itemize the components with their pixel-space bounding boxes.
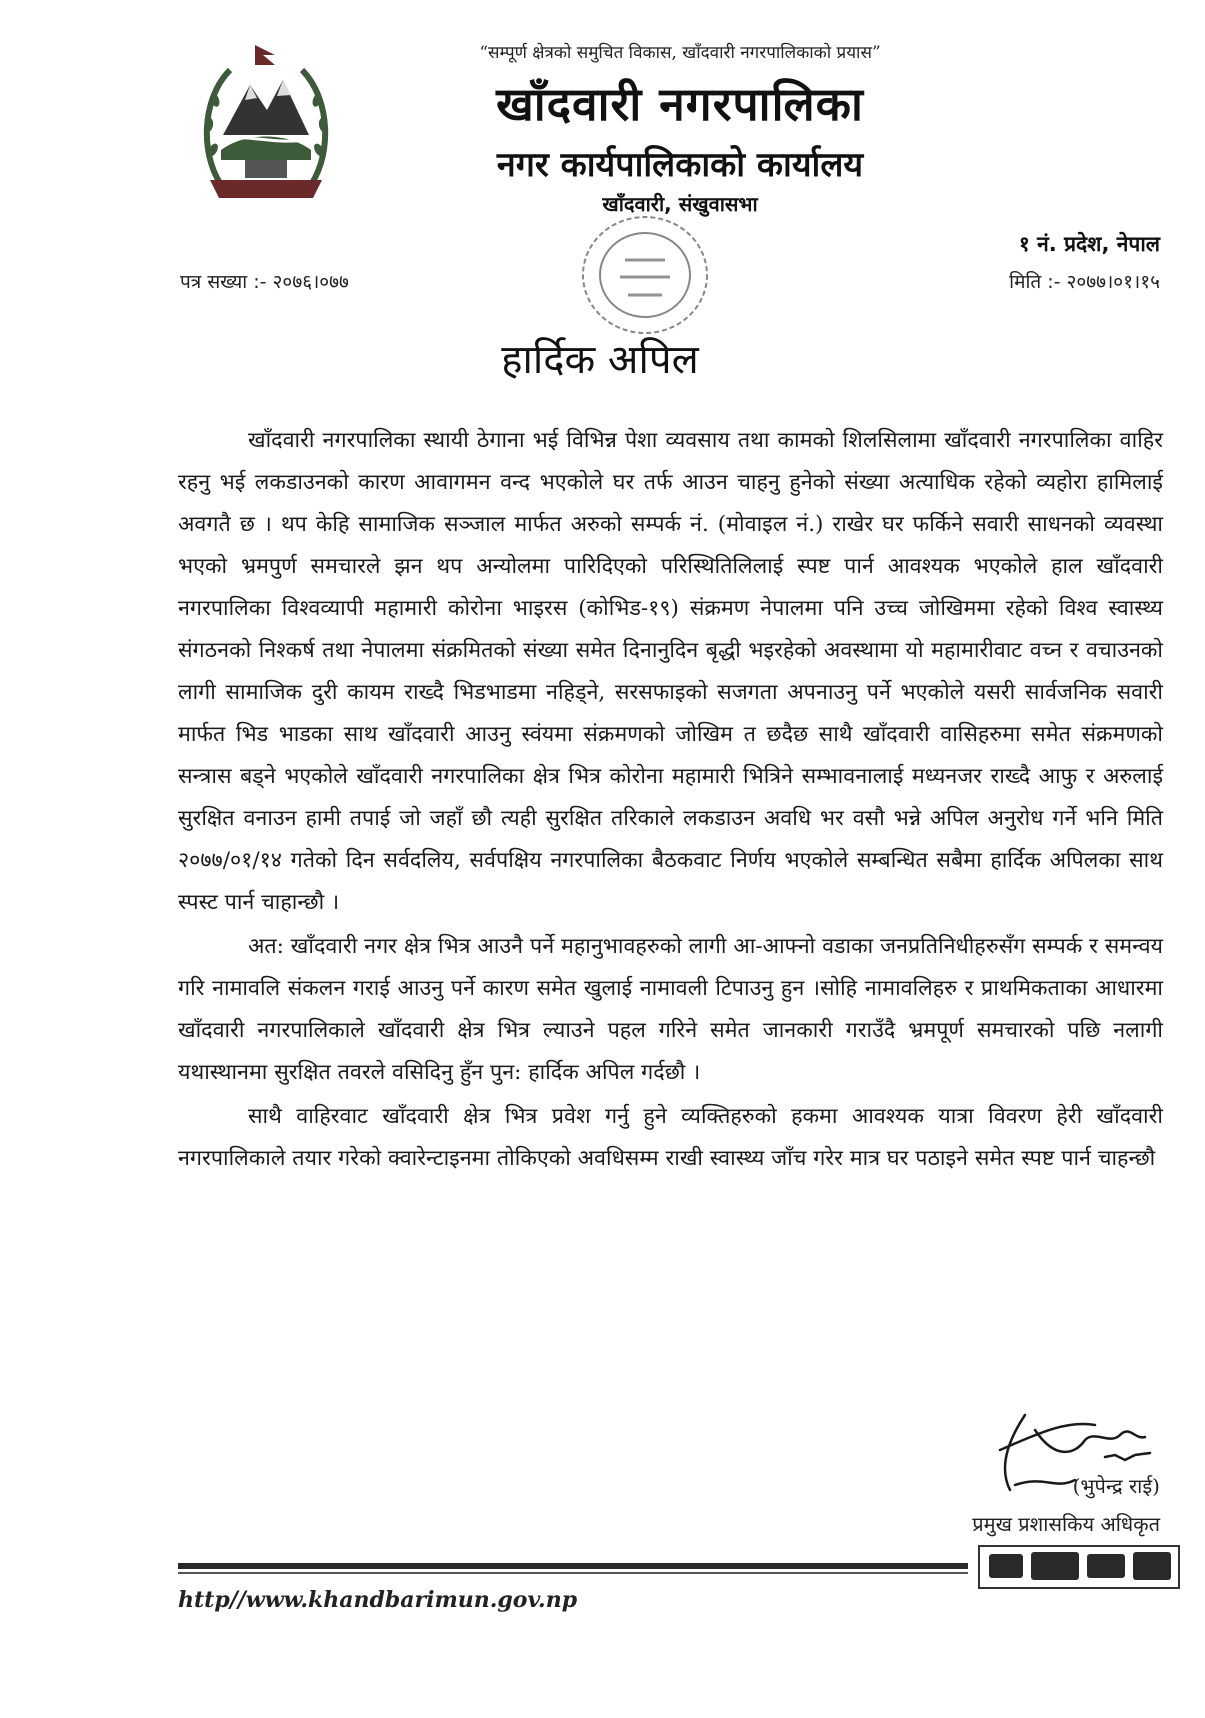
motto: “सम्पूर्ण क्षेत्रको समुचित विकास, खाँदवारी नगरपालिकाको प्रयास”	[479, 43, 881, 63]
footer-divider	[178, 1563, 968, 1569]
letter-date: मिति :- २०७७।०१।१५	[1009, 271, 1160, 293]
signatory-title: प्रमुख प्रशासकिय अधिकृत	[972, 1512, 1160, 1536]
org-name: खाँदवारी नगरपालिका	[496, 77, 864, 131]
nepal-emblem-icon	[195, 40, 337, 210]
website-url: http//www.khandbarimun.gov.np	[178, 1587, 578, 1613]
letter-number: पत्र सख्या :- २०७६।०७७	[180, 271, 349, 293]
footer-divider-thin	[178, 1572, 968, 1574]
body-paragraph: खाँदवारी नगरपालिका स्थायी ठेगाना भई विभिन्न पेशा व्यवसाय तथा कामको शिलसिलामा खाँदवारी नगरपालिका वाहिर रहनु भई लकडाउनको कारण आवागमन वन्द भएकोले घर तर्फ आउन चाहनु हुनेको संख्या अत्याधिक रहेको व्यहोरा हामिलाई अवगतै छ । थप केहि सामाजिक सञ्जाल मार्फत अरुको सम्पर्क नं. (मोवाइल नं.) राखेर घर फर्किने सवारी साधनको व्यवस्था भएको भ्रमपुर्ण समचारले झन थप अन्योलमा पारिदिएको परिस्थितिलिलाई स्पष्ट पार्न आवश्यक भएकोले हाल खाँदवारी नगरपालिका विश्वव्यापी महामारी कोरोना भाइरस (कोभिड-१९) संक्रमण नेपालमा पनि उच्च जोखिममा रहेको विश्व स्वास्थ्य संगठनको निश्कर्ष तथा नेपालमा संक्रमितको संख्या समेत दिनानुदिन बृद्धी भइरहेको अवस्थामा यो महामारीवाट वच्न र वचाउनको लागी सामाजिक दुरी कायम राख्दै भिडभाडमा नहिड्ने, सरसफाइको सजगता अपनाउनु पर्ने भएकोले यसरी सार्वजनिक सवारी मार्फत भिड भाडका साथ खाँदवारी आउनु स्वंयमा संक्रमणको जोखिम त छदैछ साथै खाँदवारी वासिहरुमा समेत संक्रमणको सन्त्रास बड्ने भएकोले खाँदवारी नगरपालिका क्षेत्र भित्र कोरोना महामारी भित्रिने सम्भावनालाई मध्यनजर राख्दै आफु र अरुलाई सुरक्षित वनाउन हामी तपाई जो जहाँ छौ त्यही सुरक्षित तरिकाले लकडाउन अवधि भर वसौ भन्ने अपिल अनुरोध गर्ने भनि मिति २०७७/०१/१४ गतेको दिन सर्वदलिय, सर्वपक्षिय नगरपालिका बैठकवाट निर्णय भएकोले सम्बन्धित सबैमा हार्दिक अपिलका साथ स्पस्ट पार्न चाहान्छौ ।	[178, 428, 1163, 915]
province: १ नं. प्रदेश, नेपाल	[1018, 232, 1160, 256]
body-paragraph: साथै वाहिरवाट खाँदवारी क्षेत्र भित्र प्रवेश गर्नु हुने व्यक्तिहरुको हकमा आवश्यक यात्रा विवरण हेरी खाँदवारी नगरपालिकाले तयार गरेको क्वारेन्टाइनमा तोकिएको अवधिसम्म राखी स्वास्थ्य जाँच गरेर मात्र घर पठाइने समेत स्पष्ट पार्न चाहन्छौ	[178, 1104, 1163, 1171]
letter-body	[178, 420, 1163, 1182]
signatory-name: (भुपेन्द्र राई)	[1072, 1474, 1160, 1498]
subject-heading: हार्दिक अपिल	[501, 337, 699, 383]
address: खाँदवारी, संखुवासभा	[602, 192, 758, 216]
title-stamp-icon	[975, 1540, 1185, 1595]
body-paragraph: अत: खाँदवारी नगर क्षेत्र भित्र आउनै पर्ने महानुभावहरुको लागी आ-आफ्नो वडाका जनप्रतिनिधीहरुसँग सम्पर्क र समन्वय गरि नामावलि संकलन गराई आउनु पर्ने कारण समेत खुलाई नामावली टिपाउनु हुन ।सोहि नामावलिहरु र प्राथमिकताका आधारमा खाँदवारी नगरपालिकाले खाँदवारी क्षेत्र भित्र ल्याउने पहल गरिने समेत जानकारी गराउँदै भ्रमपूर्ण समचारको पछि नलागी यथास्थानमा सुरक्षित तवरले वसिदिनु हुँन पुन: हार्दिक अपिल गर्दछौ ।	[178, 934, 1163, 1085]
office-name: नगर कार्यपालिकाको कार्यालय	[496, 145, 864, 185]
